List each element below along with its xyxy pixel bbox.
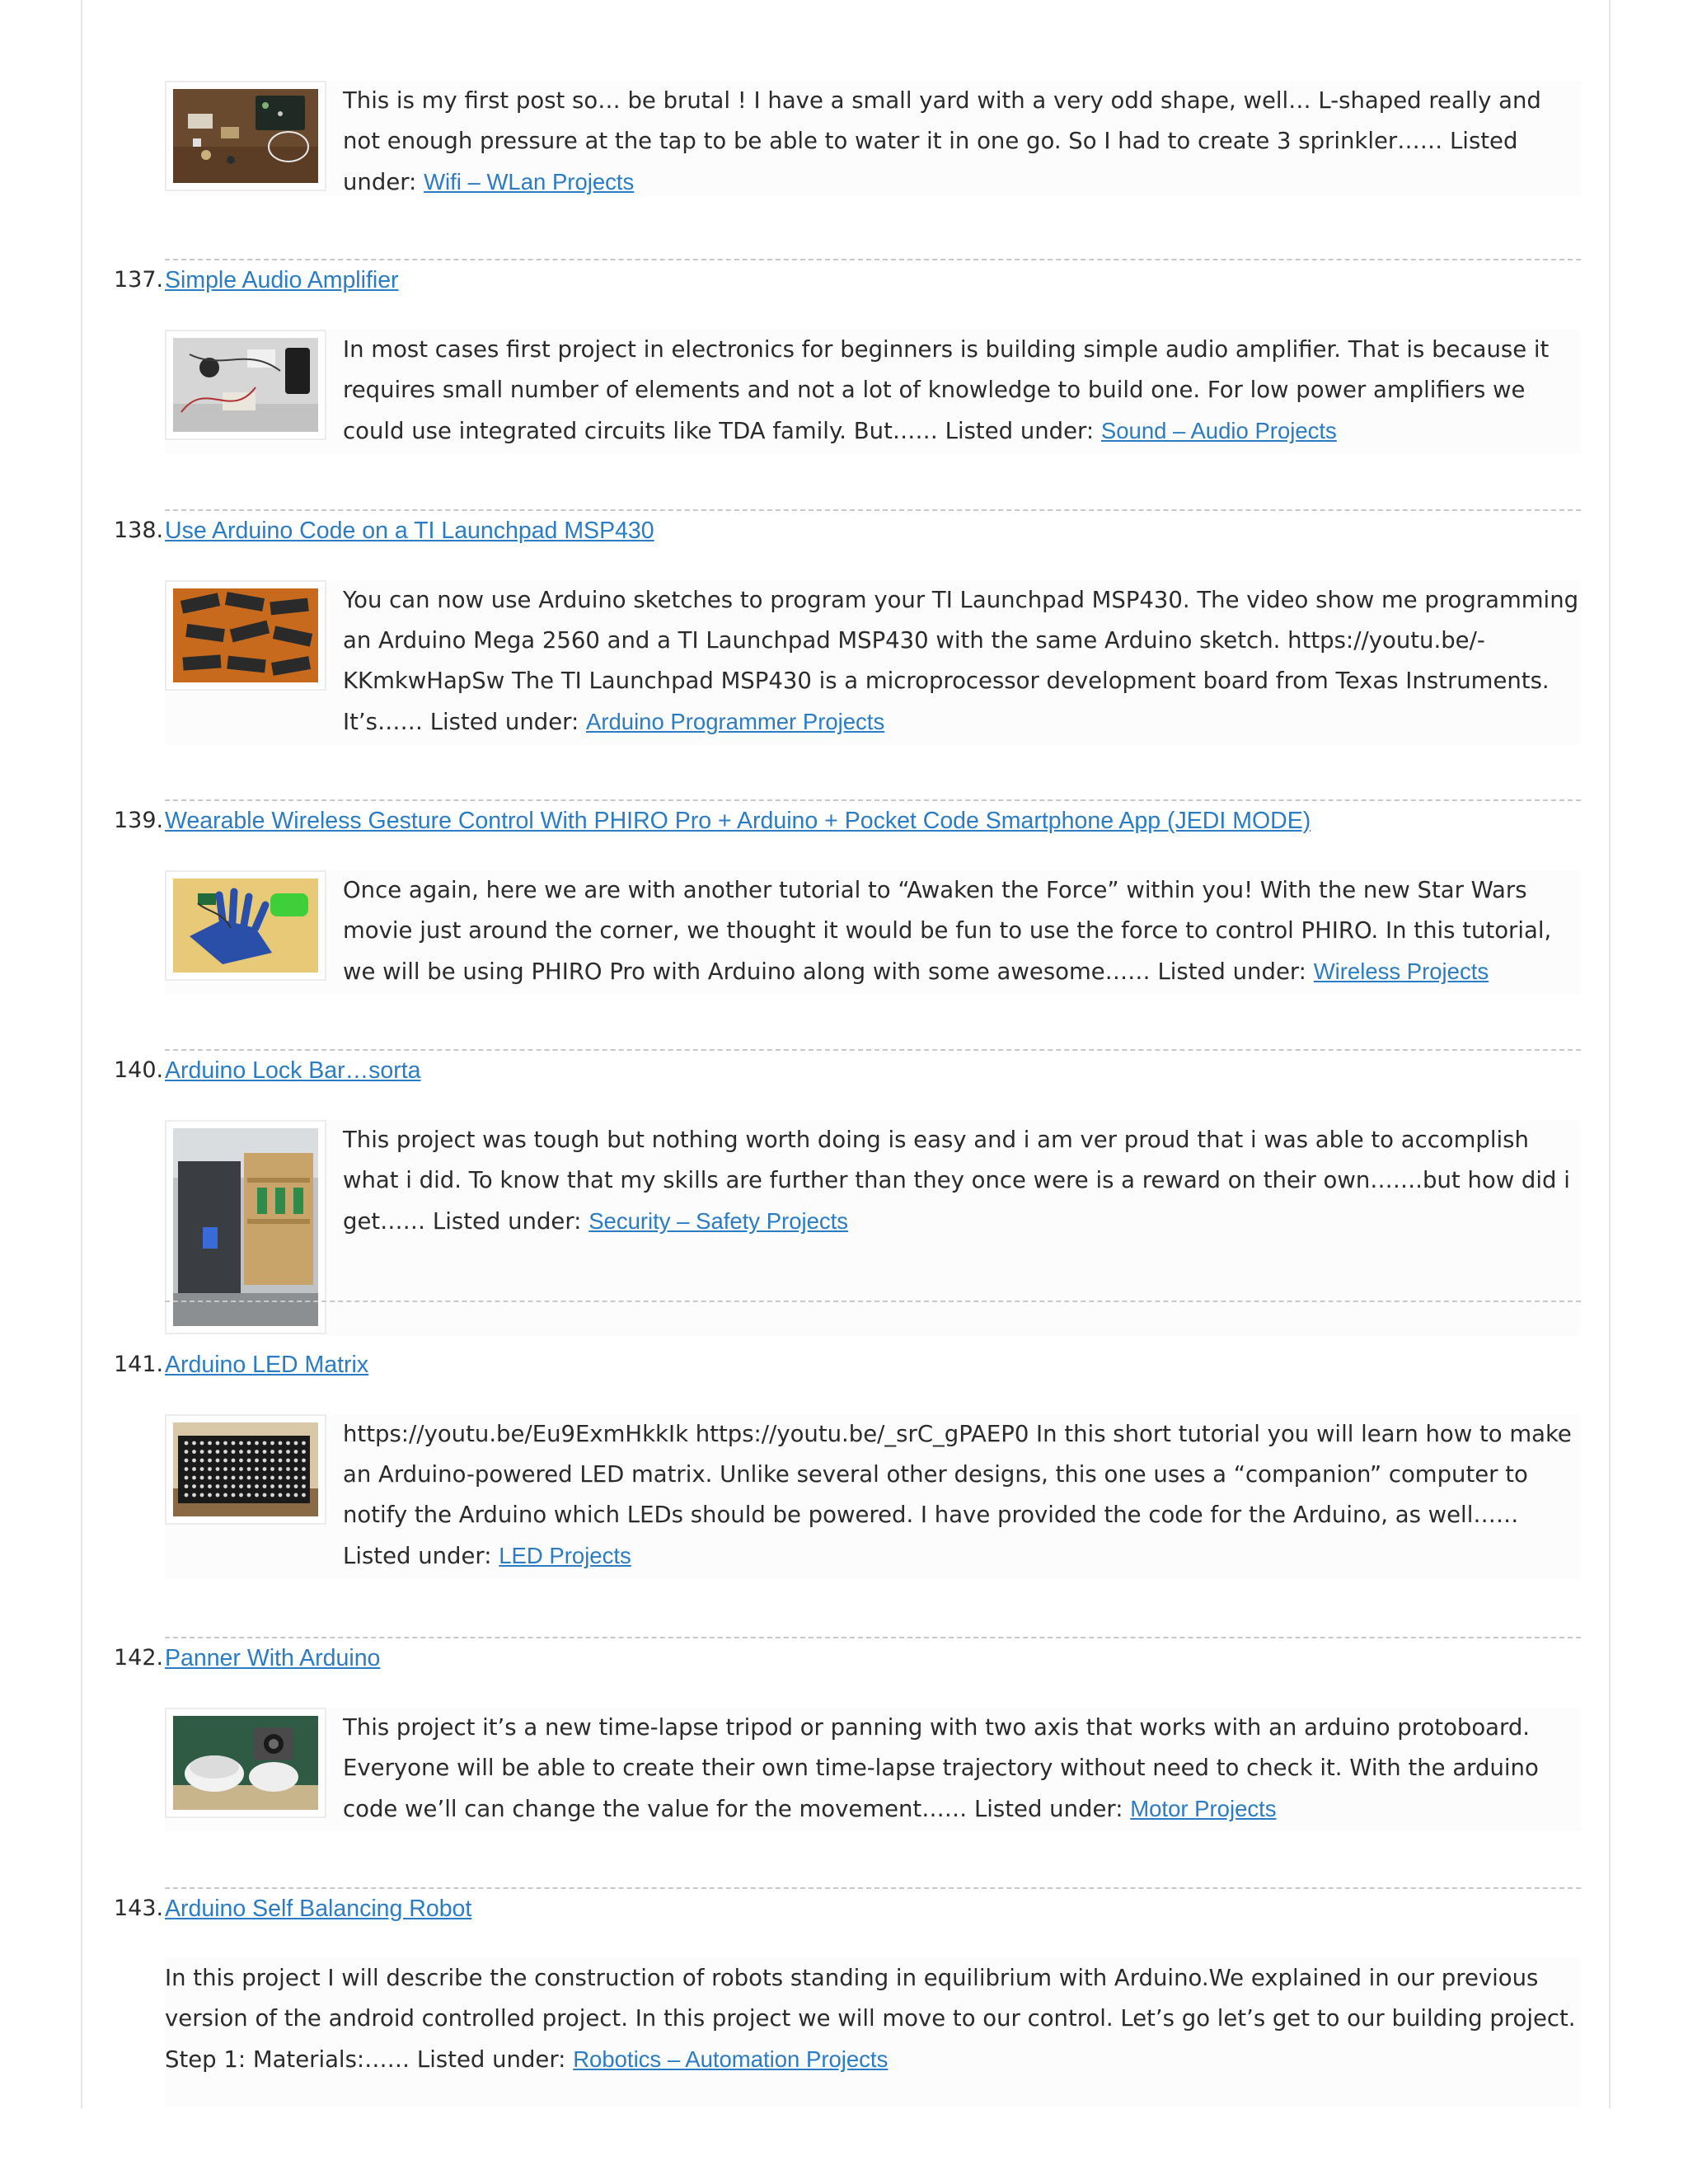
led-dot — [185, 1493, 189, 1497]
entry-header — [114, 1049, 1581, 1099]
entry-header — [114, 1887, 1581, 1937]
led-dot — [192, 1476, 196, 1480]
led-dot — [279, 1476, 283, 1480]
led-dot — [286, 1441, 290, 1446]
category-link[interactable]: LED Projects — [499, 1543, 631, 1568]
led-dot — [294, 1476, 298, 1480]
led-dot — [270, 1450, 274, 1454]
led-dot — [232, 1484, 236, 1488]
led-dot — [223, 1467, 227, 1471]
led-dot — [192, 1459, 196, 1463]
entry-description: In most cases first project in electronics for beginners is building simple audio amplifier. That is because it requires small number of elements and not a lot of knowledge to build one. For low power amplifiers we could use integrated circuits like TDA family. But…… Listed under: Sound – Audio Projects — [343, 336, 1550, 444]
led-dot — [286, 1493, 290, 1497]
led-dot — [279, 1450, 283, 1454]
led-dot — [263, 1467, 267, 1471]
led-dot — [239, 1467, 243, 1471]
entry-card — [165, 1958, 1581, 2107]
led-dot — [208, 1476, 212, 1480]
entry-description: https://youtu.be/Eu9ExmHkkIk https://youtu.be/_srC_gPAEP0 In this short tutorial you will learn how to make an Arduino-powered LED matrix. Unlike several other designs, this one uses a “companion” computer to notify the Arduino which LEDs should be powered. I have provided the code for the Arduino, as well…… Listed under: LED Projects — [343, 1421, 1572, 1569]
led-dot — [255, 1459, 259, 1463]
led-dot — [247, 1450, 251, 1454]
entry-title-link[interactable]: Panner With Arduino — [165, 1645, 381, 1671]
entry-description: Once again, here we are with another tutorial to “Awaken the Force” within you! With the new Star Wars movie just around the corner, we thought it would be fun to use the force to control PHIRO. In this tutorial, we will be using PHIRO Pro with Arduino along with some awesome…… Listed under: Wireless Projects — [343, 877, 1552, 985]
led-dot — [232, 1441, 236, 1446]
led-dot — [263, 1476, 267, 1480]
led-dot — [247, 1476, 251, 1480]
led-dot — [279, 1459, 283, 1463]
led-dot — [294, 1459, 298, 1463]
entry-number: 138. — [114, 518, 164, 543]
entry-header — [114, 1301, 1581, 1378]
category-link[interactable]: Wifi – WLan Projects — [424, 169, 635, 194]
led-dot — [255, 1441, 259, 1446]
led-dot — [208, 1493, 212, 1497]
led-dot — [270, 1493, 274, 1497]
entry-header — [114, 1637, 1581, 1686]
led-dot — [232, 1476, 236, 1480]
thumbnail-image — [173, 89, 318, 183]
entry-header — [114, 509, 1581, 559]
entry-description: This project was tough but nothing worth doing is easy and i am ver proud that i was able to accomplish what i did. To know that my skills are further than they once were is a reward on their own…….but how did i get…… Listed under: Security – Safety Projects — [343, 1127, 1570, 1235]
led-dot — [185, 1450, 189, 1454]
led-dot — [279, 1493, 283, 1497]
entry-description: In this project I will describe the construction of robots standing in equilibrium with Arduino.We explained in our previous version of the android controlled project. In this project we will move to our control. Let’s go let’s get to our building project. Step 1: Materials:…… Listed under: Robotics – Automation Projects — [165, 1965, 1576, 2073]
led-dot — [216, 1441, 220, 1446]
led-dot — [263, 1450, 267, 1454]
led-dot — [216, 1450, 220, 1454]
led-dot — [185, 1467, 189, 1471]
entry-card — [165, 81, 1581, 196]
led-dot — [294, 1441, 298, 1446]
led-dot — [223, 1441, 227, 1446]
led-dot — [208, 1459, 212, 1463]
thumbnail-image — [173, 1128, 318, 1326]
entry-number: 140. — [114, 1057, 164, 1083]
amplifier-circuit-photo[interactable] — [165, 330, 326, 440]
led-dot — [216, 1484, 220, 1488]
thumbnail-image — [173, 588, 318, 682]
dashed-divider — [165, 799, 1581, 801]
led-dot — [239, 1441, 243, 1446]
category-link[interactable]: Robotics – Automation Projects — [573, 2046, 889, 2072]
entry-title-link[interactable]: Arduino Lock Bar…sorta — [165, 1057, 421, 1084]
entry-title-link[interactable]: Use Arduino Code on a TI Launchpad MSP430 — [165, 518, 654, 544]
led-dot — [294, 1484, 298, 1488]
entry-number: 139. — [114, 808, 164, 833]
dashed-divider — [165, 509, 1581, 511]
led-dot — [302, 1441, 306, 1446]
led-dot — [247, 1459, 251, 1463]
led-dot — [208, 1441, 212, 1446]
led-dot — [255, 1450, 259, 1454]
led-dot — [247, 1484, 251, 1488]
led-dot — [255, 1476, 259, 1480]
led-dot — [270, 1441, 274, 1446]
entry-description: This is my first post so… be brutal ! I have a small yard with a very odd shape, well… L-shaped really and not enough pressure at the tap to be able to water it in one go. So I had to create 3 sprinkler…… Listed under: Wifi – WLan Projects — [343, 87, 1541, 195]
led-dot — [239, 1484, 243, 1488]
led-dot — [302, 1476, 306, 1480]
sprinkler-parts-photo[interactable] — [165, 81, 326, 191]
dashed-divider — [165, 259, 1581, 260]
led-dot — [192, 1467, 196, 1471]
category-link[interactable]: Security – Safety Projects — [588, 1208, 849, 1234]
entry-number: 137. — [114, 267, 164, 293]
led-dot — [192, 1450, 196, 1454]
led-dot — [208, 1450, 212, 1454]
entry-description: You can now use Arduino sketches to program your TI Launchpad MSP430. The video show me programming an Arduino Mega 2560 and a TI Launchpad MSP430 with the same Arduino sketch. https://youtu.be/-KKmkwHapSw The TI Launchpad MSP430 is a microprocessor development board from Texas Instruments. It’s…… Listed under: Arduino Programmer Projects — [343, 587, 1579, 735]
led-dot — [232, 1459, 236, 1463]
led-dot — [200, 1459, 204, 1463]
led-dot — [286, 1484, 290, 1488]
led-dot — [216, 1476, 220, 1480]
entry-number: 143. — [114, 1896, 164, 1921]
led-dot — [302, 1450, 306, 1454]
led-dot — [232, 1450, 236, 1454]
led-dot — [302, 1459, 306, 1463]
led-dot — [200, 1484, 204, 1488]
led-dot — [200, 1450, 204, 1454]
gesture-glove-photo[interactable] — [165, 870, 326, 981]
entry-description: This project it’s a new time-lapse tripod or panning with two axis that works with an arduino protoboard. Everyone will be able to create their own time-lapse trajectory without need to check it. With the arduino code we’ll can change the value for the movement…… Listed under: Motor Projects — [343, 1714, 1539, 1822]
led-dot — [192, 1493, 196, 1497]
led-dot — [239, 1459, 243, 1463]
led-dot — [223, 1476, 227, 1480]
led-dot — [200, 1467, 204, 1471]
led-dot — [200, 1476, 204, 1480]
led-dot — [270, 1467, 274, 1471]
thumbnail-image — [173, 338, 318, 432]
led-dot — [263, 1459, 267, 1463]
led-dot — [263, 1493, 267, 1497]
led-dot — [294, 1493, 298, 1497]
led-dot — [270, 1476, 274, 1480]
entry-title-link[interactable]: Arduino Self Balancing Robot — [165, 1896, 472, 1922]
led-dot — [263, 1441, 267, 1446]
led-dot — [200, 1493, 204, 1497]
dashed-divider — [165, 1637, 1581, 1638]
thumbnail-image — [173, 1716, 318, 1810]
led-dot — [185, 1459, 189, 1463]
thumbnail-image — [173, 879, 318, 972]
led-dot — [216, 1493, 220, 1497]
category-link[interactable]: Motor Projects — [1130, 1796, 1277, 1821]
category-link[interactable]: Arduino Programmer Projects — [585, 709, 885, 734]
led-dot — [286, 1450, 290, 1454]
led-dot — [185, 1441, 189, 1446]
led-dot — [223, 1459, 227, 1463]
led-dot — [255, 1493, 259, 1497]
dashed-divider — [165, 1049, 1581, 1051]
entry-card — [165, 870, 1581, 994]
led-dot — [239, 1493, 243, 1497]
led-dot — [200, 1441, 204, 1446]
led-dot — [232, 1467, 236, 1471]
led-dot — [223, 1450, 227, 1454]
led-dot — [302, 1493, 306, 1497]
led-dot — [294, 1450, 298, 1454]
led-dot — [185, 1484, 189, 1488]
led-dot — [216, 1467, 220, 1471]
led-dot — [270, 1459, 274, 1463]
led-dot — [239, 1476, 243, 1480]
led-dot — [263, 1484, 267, 1488]
led-dot — [216, 1459, 220, 1463]
led-dot — [247, 1493, 251, 1497]
camera-panner-photo[interactable] — [165, 1708, 326, 1818]
entry-header — [114, 799, 1581, 849]
ic-chips-photo[interactable] — [165, 580, 326, 691]
led-dot — [247, 1441, 251, 1446]
led-dot — [192, 1484, 196, 1488]
led-dot — [208, 1467, 212, 1471]
led-dot — [270, 1484, 274, 1488]
led-dot — [239, 1450, 243, 1454]
led-dot — [223, 1493, 227, 1497]
category-link[interactable]: Sound – Audio Projects — [1100, 418, 1337, 443]
entry-number: 141. — [114, 1352, 164, 1377]
led-dot — [208, 1484, 212, 1488]
led-dot — [294, 1467, 298, 1471]
thumbnail-image — [173, 1422, 318, 1516]
led-dot — [302, 1467, 306, 1471]
led-dot — [286, 1476, 290, 1480]
dashed-divider — [165, 1887, 1581, 1889]
category-link[interactable]: Wireless Projects — [1313, 958, 1489, 984]
led-dot — [302, 1484, 306, 1488]
entry-number: 142. — [114, 1645, 164, 1671]
entry-title-link[interactable]: Arduino LED Matrix — [165, 1352, 369, 1378]
entry-card — [165, 580, 1581, 745]
led-dot — [185, 1476, 189, 1480]
entry-header — [114, 259, 1581, 308]
dashed-divider — [165, 1301, 1581, 1302]
led-dot — [247, 1467, 251, 1471]
led-dot — [279, 1441, 283, 1446]
led-dot — [279, 1484, 283, 1488]
led-dot — [223, 1484, 227, 1488]
entry-card — [165, 330, 1581, 453]
led-dot — [232, 1493, 236, 1497]
led-matrix-photo[interactable] — [165, 1414, 326, 1525]
entry-title-link[interactable]: Wearable Wireless Gesture Control With PHIRO Pro + Arduino + Pocket Code Smartphone App (JEDI MODE) — [165, 808, 1311, 834]
entry-title-link[interactable]: Simple Audio Amplifier — [165, 267, 399, 293]
led-dot — [255, 1467, 259, 1471]
led-dot — [286, 1467, 290, 1471]
led-dot — [192, 1441, 196, 1446]
led-dot — [255, 1484, 259, 1488]
led-dot — [279, 1467, 283, 1471]
entry-card — [165, 1708, 1581, 1831]
led-dot — [286, 1459, 290, 1463]
entry-card — [165, 1414, 1581, 1579]
